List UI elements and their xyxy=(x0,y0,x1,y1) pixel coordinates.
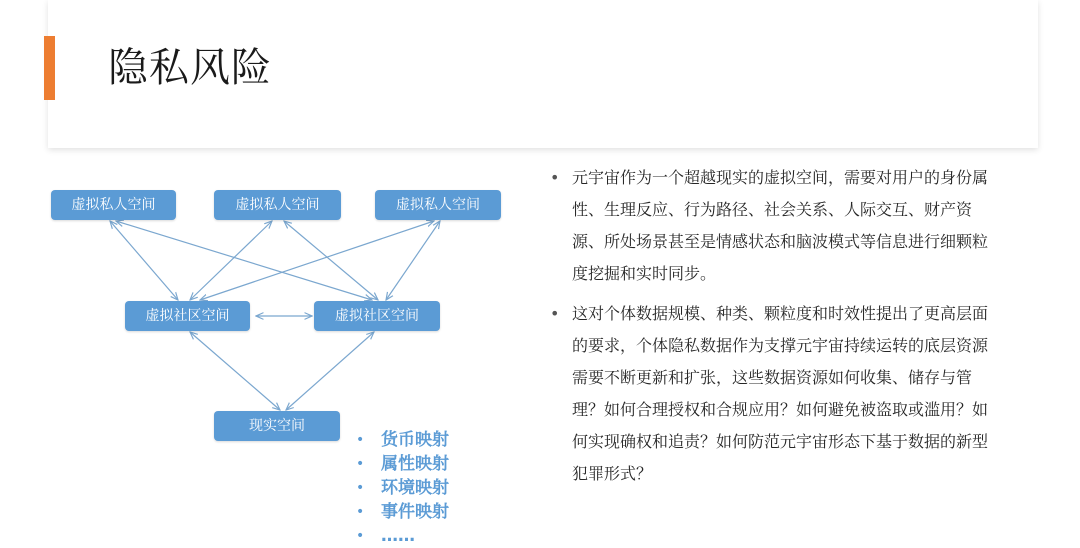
mapping-item: • 环境映射 xyxy=(356,476,449,500)
mapping-item: • 事件映射 xyxy=(356,500,449,524)
node-virtual-community-space-2: 虚拟社区空间 xyxy=(314,301,440,331)
node-virtual-personal-space-3: 虚拟私人空间 xyxy=(375,190,501,220)
bullet-dot-icon: • xyxy=(550,168,560,187)
edge-p2-c2 xyxy=(284,221,378,300)
mapping-list xyxy=(356,428,449,548)
node-reality-space: 现实空间 xyxy=(214,411,340,441)
bullet-text: 元宇宙作为一个超越现实的虚拟空间，需要对用户的身份属性、生理反应、行为路径、社会关系、人际交互、财产资源、所处场景甚至是情感状态和脑波模式等信息进行细颗粒度挖掘和实时同步。 xyxy=(572,168,989,283)
bullet-item xyxy=(546,298,996,490)
mapping-item-ellipsis: • …… xyxy=(356,524,449,548)
edge-c1-reality xyxy=(190,332,280,410)
space-relationship-diagram xyxy=(0,150,540,547)
bullet-dot-icon: • xyxy=(550,304,560,323)
mapping-item: • 属性映射 xyxy=(356,452,449,476)
mapping-item: • 货币映射 xyxy=(356,428,449,452)
title-accent-bar xyxy=(44,36,55,100)
edge-p3-c1 xyxy=(200,221,434,300)
bullet-list xyxy=(546,162,996,498)
edge-p3-c2 xyxy=(386,221,440,300)
bullet-item xyxy=(546,162,996,290)
edge-c2-reality xyxy=(286,332,374,410)
edge-p1-c2 xyxy=(116,221,372,300)
bullet-text: 这对个体数据规模、种类、颗粒度和时效性提出了更高层面的要求，个体隐私数据作为支撑元宇宙持续运转的底层资源需要不断更新和扩张，这些数据资源如何收集、储存与管理？如何合理授权和合规应用？如何避免被盗取或滥用？如何实现确权和追责？如何防范元宇宙形态下基于数据的新型犯罪形式？ xyxy=(572,304,989,483)
edge-p2-c1 xyxy=(190,221,272,300)
node-virtual-community-space-1: 虚拟社区空间 xyxy=(125,301,250,331)
page-title: 隐私风险 xyxy=(108,45,272,91)
node-virtual-personal-space-2: 虚拟私人空间 xyxy=(214,190,341,220)
node-virtual-personal-space-1: 虚拟私人空间 xyxy=(51,190,176,220)
edge-p1-c1 xyxy=(110,221,178,300)
